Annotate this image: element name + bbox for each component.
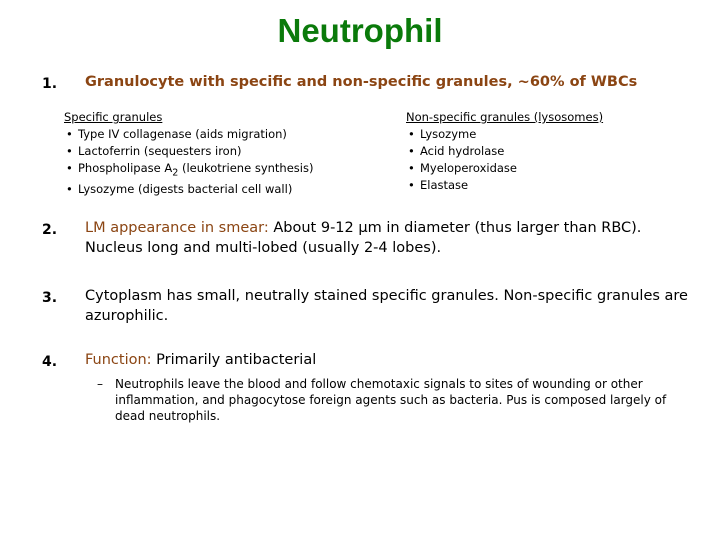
- specific-granules-column: [64, 109, 384, 198]
- point-3-number: 3.: [42, 290, 58, 306]
- point-1-suffix: ~60% of WBCs: [517, 74, 638, 90]
- bullet-icon: •: [408, 161, 415, 175]
- dash-icon: –: [97, 377, 103, 391]
- bullet-icon: •: [408, 178, 415, 192]
- point-1-text: [85, 72, 685, 92]
- point-2-number: 2.: [42, 222, 58, 238]
- list-item: • Type IV collagenase (aids migration): [66, 127, 287, 141]
- point-4-number: 4.: [42, 354, 58, 370]
- list-item: • Lysozyme: [408, 127, 477, 141]
- specific-granules-list: [64, 126, 384, 198]
- list-item: • Lysozyme (digests bacterial cell wall): [66, 182, 293, 197]
- bullet-icon: •: [66, 182, 73, 197]
- point-3-text: Cytoplasm has small, neutrally stained specific granules. Non-specific granules are azurophilic.: [85, 288, 688, 324]
- point-1-main: Granulocyte with specific and non-specific granules,: [85, 74, 513, 90]
- subscript: 2: [172, 167, 179, 179]
- specific-granules-heading: Specific granules: [64, 110, 163, 124]
- bullet-icon: •: [408, 127, 415, 141]
- point-1-number: 1.: [42, 76, 58, 92]
- point-2-label: LM appearance in smear:: [85, 220, 269, 236]
- bullet-icon: •: [66, 127, 73, 141]
- nonspecific-granules-heading: Non-specific granules (lysosomes): [406, 110, 604, 124]
- point-2-text: [85, 218, 695, 258]
- point-4-subitem: [97, 376, 695, 424]
- list-item: • Acid hydrolase: [408, 144, 505, 158]
- nonspecific-granules-column: [406, 109, 706, 194]
- list-item: • Myeloperoxidase: [408, 161, 517, 175]
- bullet-icon: •: [408, 144, 415, 158]
- list-item: • Phospholipase $A_2$ (leukotriene synthesis): [66, 161, 314, 179]
- nonspecific-granules-list: [406, 126, 706, 194]
- point-4-subitem-text: Neutrophils leave the blood and follow chemotaxic signals to sites of wounding or other inflammation, and phagocytose foreign agents such as bacteria. Pus is composed largely of dead neutrophils.: [115, 377, 667, 423]
- point-4-label: Function:: [85, 352, 152, 368]
- point-2-body: About 9-12 µm in diameter (thus larger than RBC). Nucleus long and multi-lobed (usually 2-4 lobes).: [85, 220, 642, 256]
- bullet-icon: •: [66, 161, 73, 175]
- list-item: • Lactoferrin (sequesters iron): [66, 144, 242, 158]
- list-item: • Elastase: [408, 178, 469, 192]
- point-4-body: Primarily antibacterial: [156, 352, 317, 368]
- point-4-text: [85, 350, 685, 370]
- slide-title: Neutrophil: [277, 12, 443, 49]
- bullet-icon: •: [66, 144, 73, 158]
